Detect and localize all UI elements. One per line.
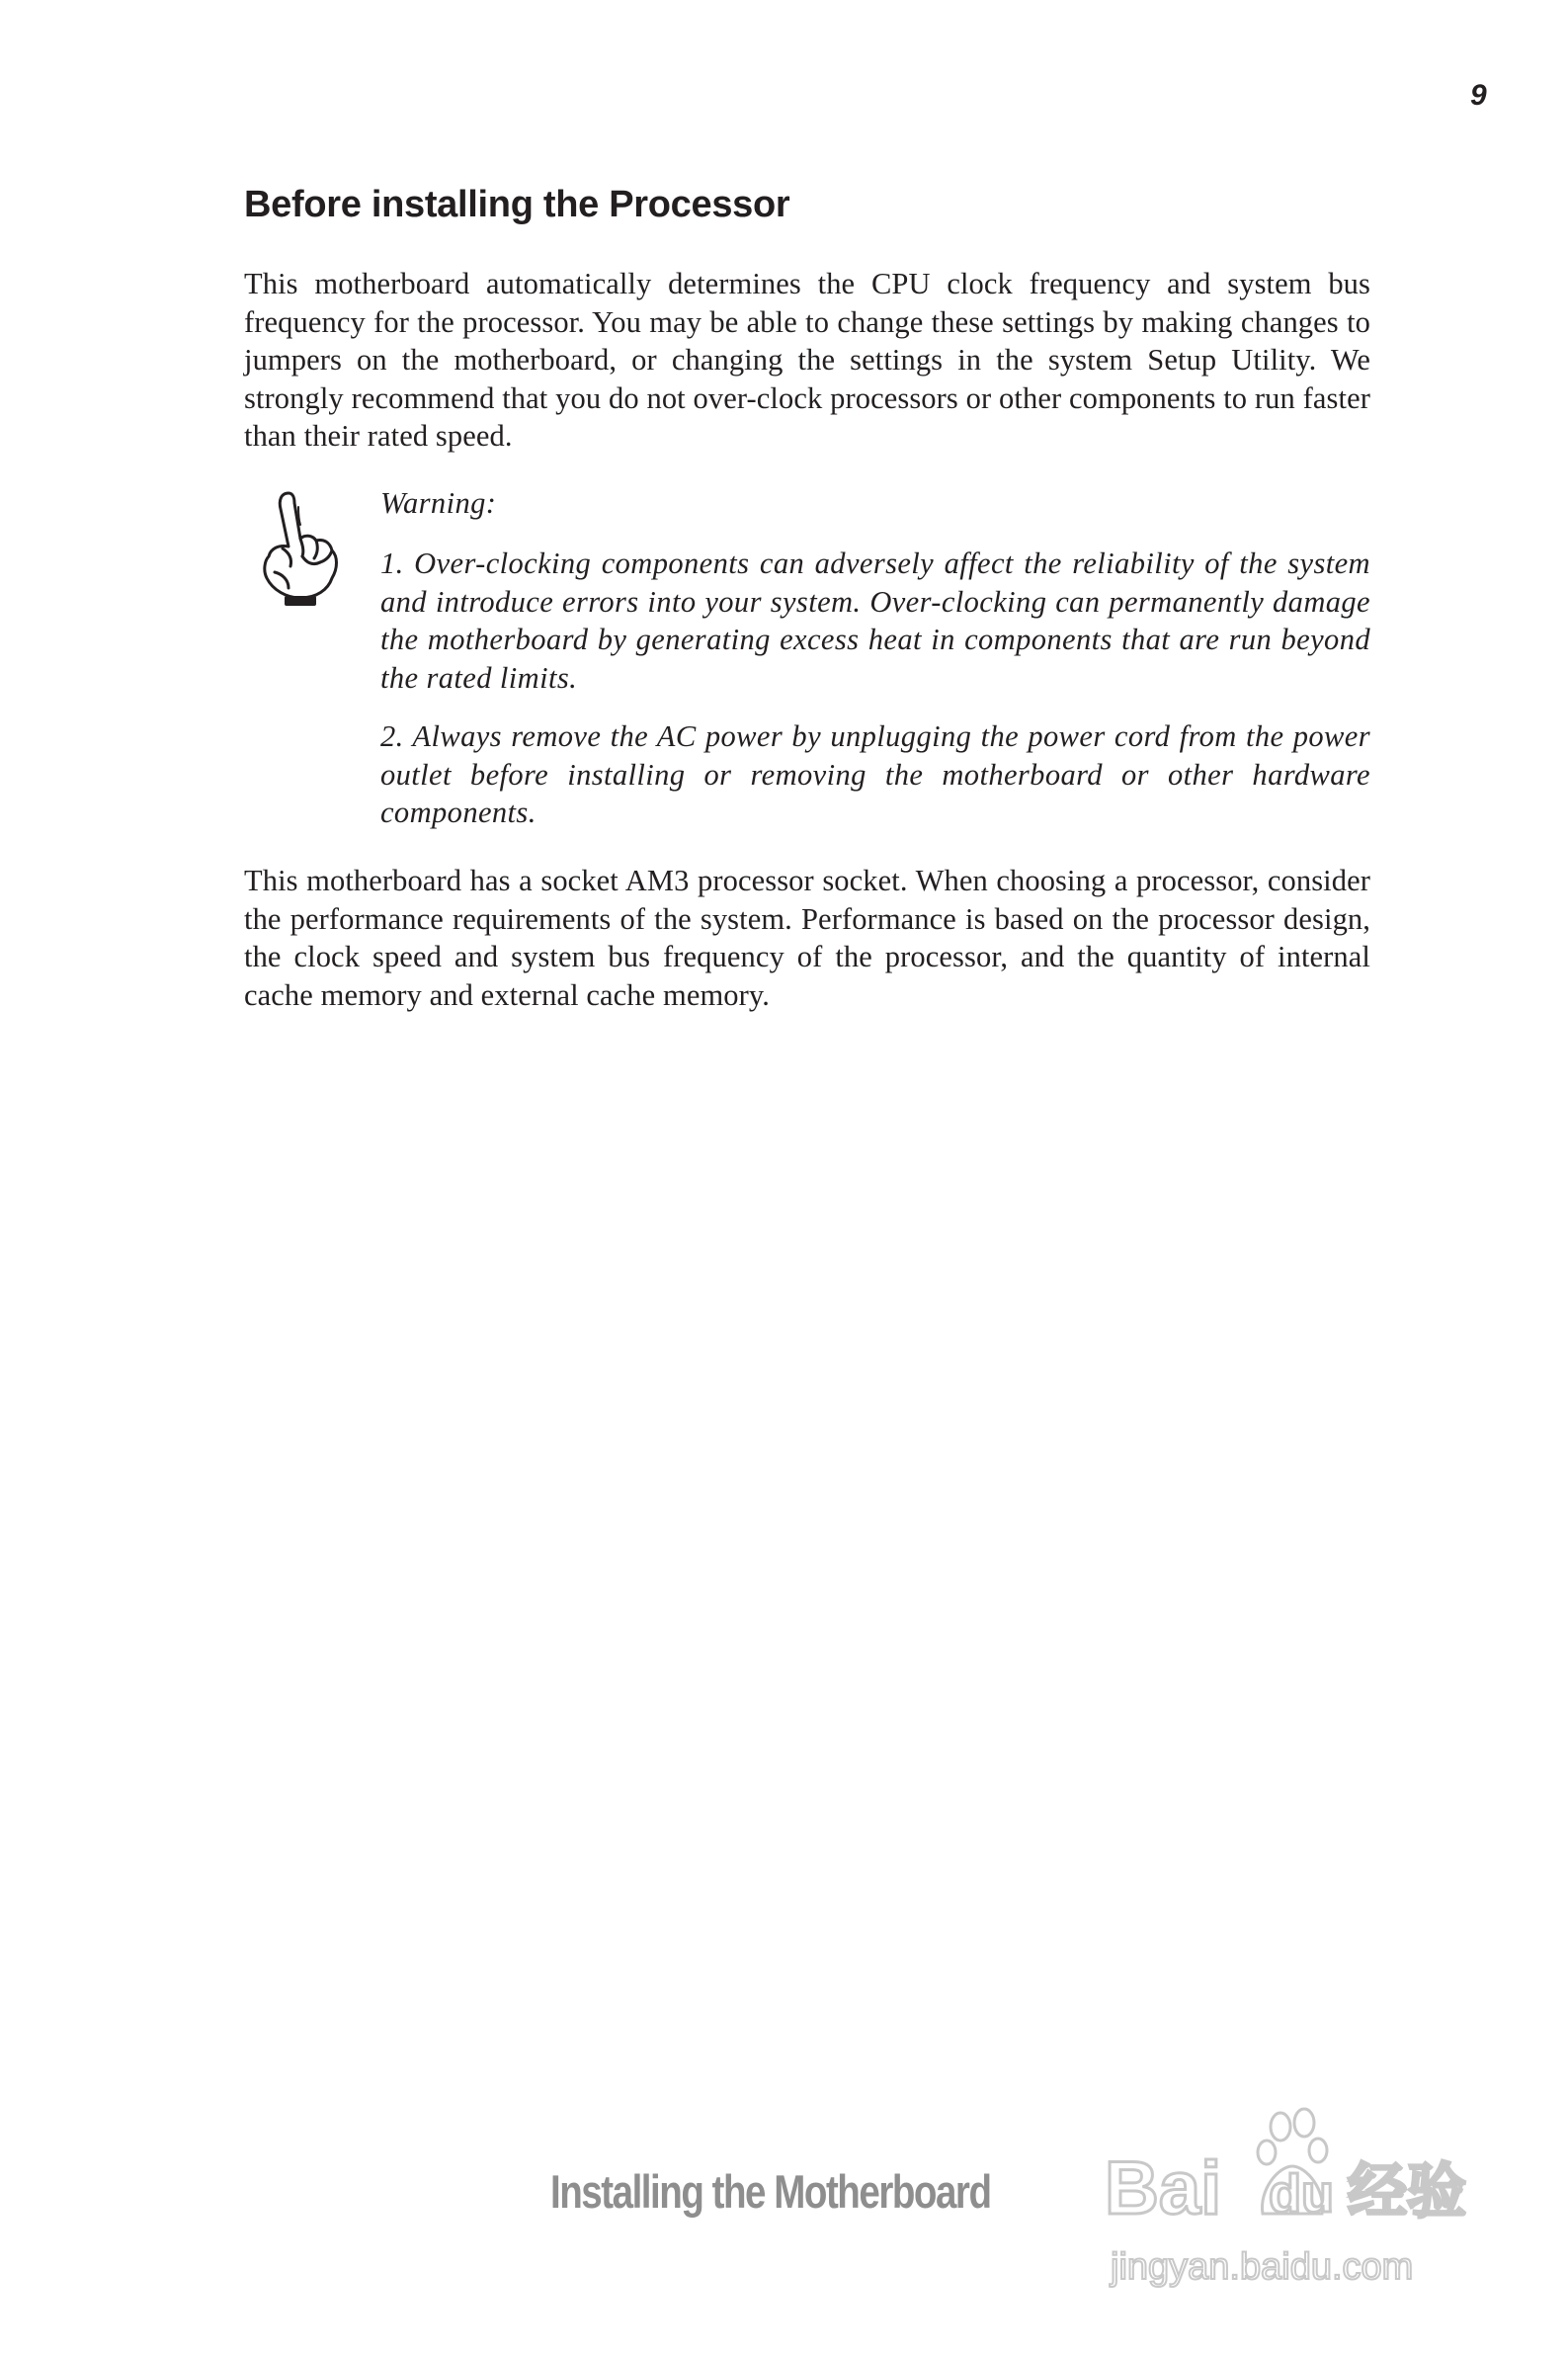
- section-heading: Before installing the Processor: [244, 184, 790, 225]
- intro-paragraph: This motherboard automatically determines the CPU clock frequency and system bus frequency for the processor. You may be able to change these settings by making changes to jumpers on the motherboard, or changing the settings in the system Setup Utility. We strongly recommend that you do not over-clock processors or other components to run faster than their rated speed.: [244, 267, 1370, 453]
- warning-title: Warning:: [380, 486, 497, 520]
- footer-title: Installing the Motherboard: [550, 2165, 991, 2218]
- svg-text:Bai: Bai: [1105, 2146, 1222, 2230]
- page-number: 9: [1470, 79, 1487, 112]
- watermark-url: jingyan.baidu.com: [1111, 2246, 1414, 2288]
- warning-item: [380, 545, 1370, 697]
- svg-text:经验: 经验: [1348, 2158, 1466, 2225]
- svg-text:du: du: [1269, 2164, 1334, 2224]
- outro-paragraph: This motherboard has a socket AM3 processor socket. When choosing a processor, consider the performance requirements of the system. Performance is based on the processor design, the clock speed and system bus frequency of the processor, and the quantity of internal cache memory and external cache memory.: [244, 864, 1370, 1012]
- warning-item: [380, 717, 1370, 832]
- baidu-watermark-logo: [1105, 2105, 1480, 2317]
- warning-item-text: 1. Over-clocking components can adversely affect the reliability of the system and introduce errors into your system. Over-clocking can permanently damage the motherboard by generating excess heat in components that are run beyond the rated limits.: [380, 546, 1370, 695]
- pointing-hand-icon: [255, 489, 350, 608]
- warning-item-text: 2. Always remove the AC power by unplugging the power cord from the power outlet before installing or removing the motherboard or other hardware components.: [380, 719, 1370, 829]
